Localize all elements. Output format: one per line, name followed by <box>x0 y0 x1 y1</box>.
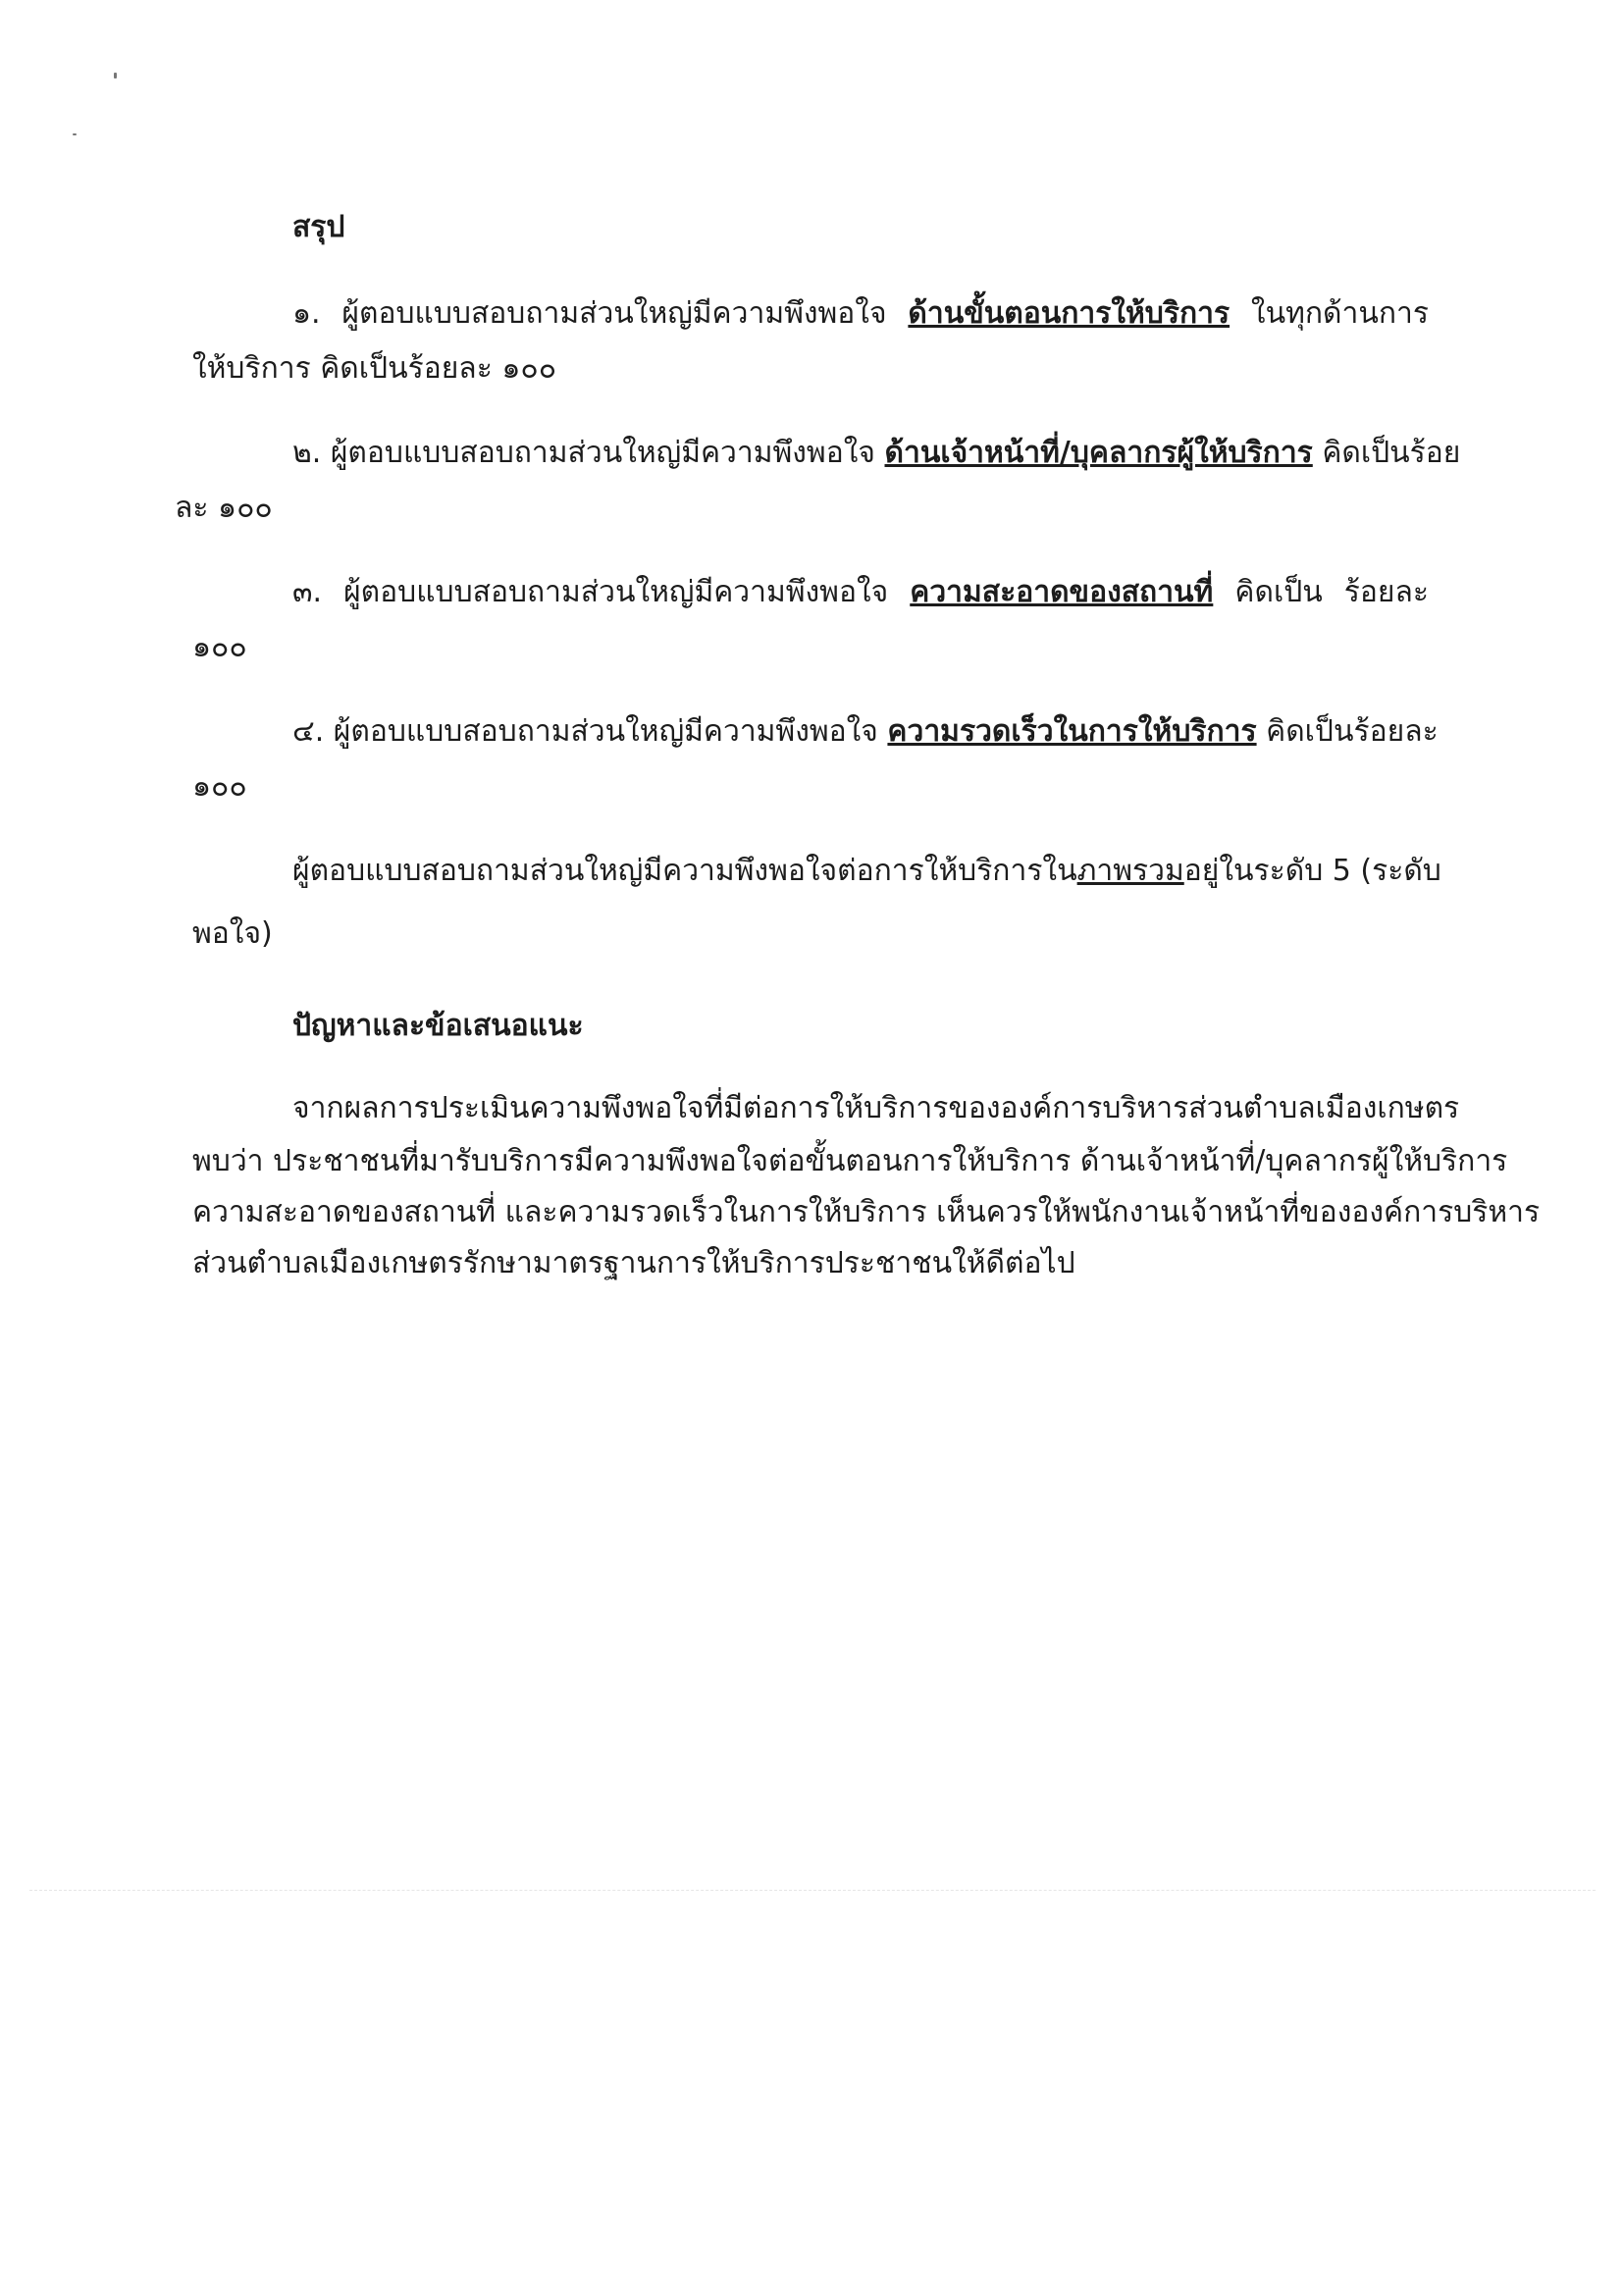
problems-heading: ปัญหาและข้อเสนอแนะ <box>292 1009 584 1043</box>
summary-item-3 <box>292 571 1429 614</box>
summary-item-3-suffix: คิดเป็น ร้อยละ <box>1213 575 1430 609</box>
summary-item-4-prefix: ๔. ผู้ตอบแบบสอบถามส่วนใหญ่มีความพึงพอใจ <box>292 714 888 749</box>
summary-overall-suffix: อยู่ในระดับ 5 (ระดับ <box>1183 854 1441 888</box>
summary-item-1 <box>292 292 1429 336</box>
summary-item-1-continuation: ให้บริการ คิดเป็นร้อยละ ๑๐๐ <box>192 351 557 386</box>
summary-item-1-emphasis: ด้านขั้นตอนการให้บริการ <box>908 296 1230 331</box>
problems-line-4: ส่วนตำบลเมืองเกษตรรักษามาตรฐานการให้บริการประชาชนให้ดีต่อไป <box>192 1246 1075 1280</box>
summary-item-2-suffix: คิดเป็นร้อย <box>1312 436 1461 470</box>
summary-item-3-emphasis: ความสะอาดของสถานที่ <box>910 575 1214 609</box>
summary-heading: สรุป <box>292 210 345 244</box>
summary-overall-continuation: พอใจ) <box>192 916 273 951</box>
scan-speck <box>73 133 77 135</box>
summary-item-4-emphasis: ความรวดเร็วในการให้บริการ <box>887 714 1257 749</box>
problems-line-3: ความสะอาดของสถานที่ และความรวดเร็วในการให้บริการ เห็นควรให้พนักงานเจ้าหน้าที่ขององค์การบริหาร <box>192 1195 1541 1229</box>
summary-item-3-continuation: ๑๐๐ <box>192 630 247 664</box>
summary-item-2-continuation: ละ ๑๐๐ <box>175 491 273 525</box>
summary-item-1-suffix: ในทุกด้านการ <box>1230 296 1429 331</box>
summary-item-3-prefix: ๓. ผู้ตอบแบบสอบถามส่วนใหญ่มีความพึงพอใจ <box>292 575 911 609</box>
summary-item-2-prefix: ๒. ผู้ตอบแบบสอบถามส่วนใหญ่มีความพึงพอใจ <box>292 436 885 470</box>
summary-item-4-continuation: ๑๐๐ <box>192 769 247 804</box>
problems-line-1: จากผลการประเมินความพึงพอใจที่มีต่อการให้บริการขององค์การบริหารส่วนตำบลเมืองเกษตร <box>292 1091 1460 1125</box>
summary-item-2-emphasis: ด้านเจ้าหน้าที่/บุคลากรผู้ให้บริการ <box>884 436 1313 470</box>
summary-item-1-prefix: ๑. ผู้ตอบแบบสอบถามส่วนใหญ่มีความพึงพอใจ <box>292 296 909 331</box>
scan-artifact-line <box>29 1890 1596 1891</box>
summary-item-2 <box>292 432 1461 475</box>
summary-overall-emphasis: ภาพรวม <box>1076 854 1184 888</box>
scan-speck <box>114 73 117 78</box>
summary-item-4-suffix: คิดเป็นร้อยละ <box>1256 714 1439 749</box>
summary-item-4 <box>292 710 1439 754</box>
summary-overall-prefix: ผู้ตอบแบบสอบถามส่วนใหญ่มีความพึงพอใจต่อการให้บริการใน <box>292 854 1077 888</box>
problems-line-2: พบว่า ประชาชนที่มารับบริการมีความพึงพอใจต่อขั้นตอนการให้บริการ ด้านเจ้าหน้าที่/บุคลากรผู้ให้บริการ <box>192 1144 1508 1178</box>
summary-overall <box>292 850 1441 893</box>
